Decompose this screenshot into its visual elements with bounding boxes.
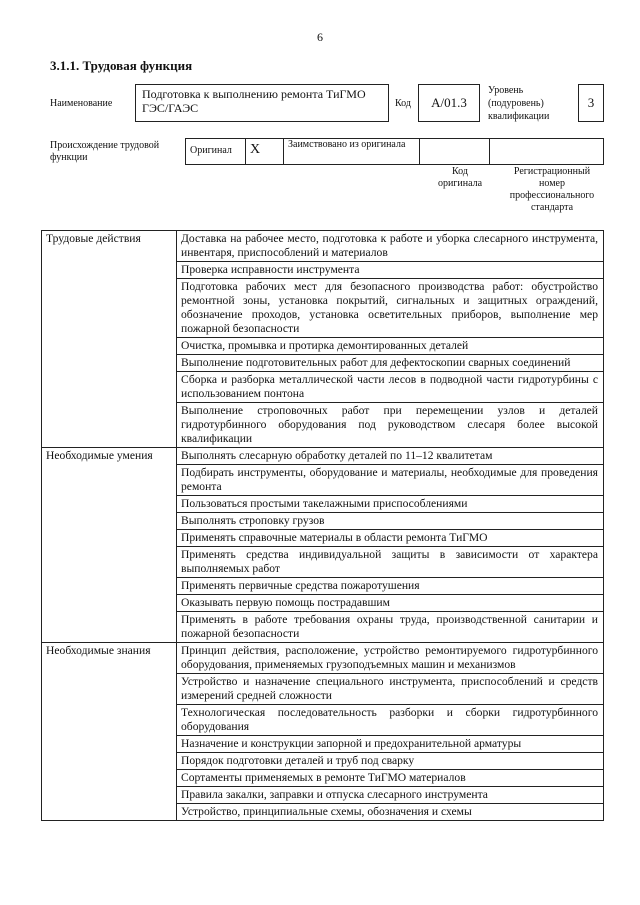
section-item: Порядок подготовки деталей и труб под сварку xyxy=(177,753,604,770)
origin-label: Происхождение трудовой функции xyxy=(50,140,160,163)
section-item: Выполнение подготовительных работ для дефектоскопии сварных соединений xyxy=(177,355,604,372)
original-label: Оригинал xyxy=(190,145,232,156)
origin-table xyxy=(185,138,604,165)
reg-number-label: Регистрационный номер профессионального стандарта xyxy=(509,166,595,213)
name-label: Наименование xyxy=(50,98,113,109)
section-item: Применять в работе требования охраны труда, производственной санитарии и пожарной безопасности xyxy=(177,612,604,643)
section-item: Технологическая последовательность разборки и сборки гидротурбинного оборудования xyxy=(177,705,604,736)
code-label: Код xyxy=(395,98,411,109)
section-item: Подготовка рабочих мест для безопасного производства работ: обустройство ремонтной зоны, установка покрытий, сигнальных и защитных ограждений, обозначение проходов, установка осветительных приборов, выполнение мер пожарной безопасности xyxy=(177,279,604,338)
borrowed-label: Заимствовано из оригинала xyxy=(288,139,406,150)
section-item: Выполнять слесарную обработку деталей по 11–12 квалитетам xyxy=(177,448,604,465)
section-item: Пользоваться простыми такелажными приспособлениями xyxy=(177,496,604,513)
orig-code-cell xyxy=(420,139,490,165)
original-mark: Х xyxy=(250,142,261,157)
table-row xyxy=(42,448,604,465)
section-item: Правила закалки, заправки и отпуска слесарного инструмента xyxy=(177,787,604,804)
section-item: Принцип действия, расположение, устройство ремонтируемого гидротурбинного оборудования, применяемых грузоподъемных машин и механизмов xyxy=(177,643,604,674)
section-title: 3.1.1. Трудовая функция xyxy=(50,58,193,73)
reg-number-cell xyxy=(490,139,604,165)
borrowed-label-cell xyxy=(284,139,420,165)
function-name-box: Подготовка к выполнению ремонта ТиГМО ГЭС/ГАЭС xyxy=(135,84,389,122)
section-category: Необходимые умения xyxy=(42,448,177,643)
section-item: Очистка, промывка и протирка демонтированных деталей xyxy=(177,338,604,355)
page-number: 6 xyxy=(317,30,323,44)
section-item: Выполнение строповочных работ при перемещении узлов и деталей гидротурбинного оборудования под руководством слесаря более высокой квалификации xyxy=(177,403,604,448)
section-item: Устройство и назначение специального инструмента, приспособлений и средств измерений средней сложности xyxy=(177,674,604,705)
section-item: Сборка и разборка металлической части лесов в подводной части гидротурбины с использованием понтона xyxy=(177,372,604,403)
section-item: Устройство, принципиальные схемы, обозначения и схемы xyxy=(177,804,604,821)
section-item: Выполнять строповку грузов xyxy=(177,513,604,530)
section-item: Применять первичные средства пожаротушения xyxy=(177,578,604,595)
section-item: Назначение и конструкции запорной и предохранительной арматуры xyxy=(177,736,604,753)
table-row xyxy=(42,231,604,262)
section-item: Доставка на рабочее место, подготовка к работе и уборка слесарного инструмента, инвентаря, приспособлений и материалов xyxy=(177,231,604,262)
level-value-box: 3 xyxy=(578,84,604,122)
orig-code-label: Код оригинала xyxy=(437,166,483,189)
function-code-box: А/01.3 xyxy=(418,84,480,122)
table-row xyxy=(42,643,604,674)
section-item: Применять справочные материалы в области ремонта ТиГМО xyxy=(177,530,604,547)
section-category: Трудовые действия xyxy=(42,231,177,448)
function-details-table xyxy=(41,230,604,821)
section-category: Необходимые знания xyxy=(42,643,177,821)
section-item: Сортаменты применяемых в ремонте ТиГМО материалов xyxy=(177,770,604,787)
section-item: Проверка исправности инструмента xyxy=(177,262,604,279)
original-label-cell xyxy=(186,139,246,165)
section-item: Подбирать инструменты, оборудование и материалы, необходимые для проведения ремонта xyxy=(177,465,604,496)
section-item: Оказывать первую помощь пострадавшим xyxy=(177,595,604,612)
original-mark-cell xyxy=(246,139,284,165)
level-label: Уровень (подуровень) квалификации xyxy=(488,85,550,122)
section-item: Применять средства индивидуальной защиты в зависимости от характера выполняемых работ xyxy=(177,547,604,578)
